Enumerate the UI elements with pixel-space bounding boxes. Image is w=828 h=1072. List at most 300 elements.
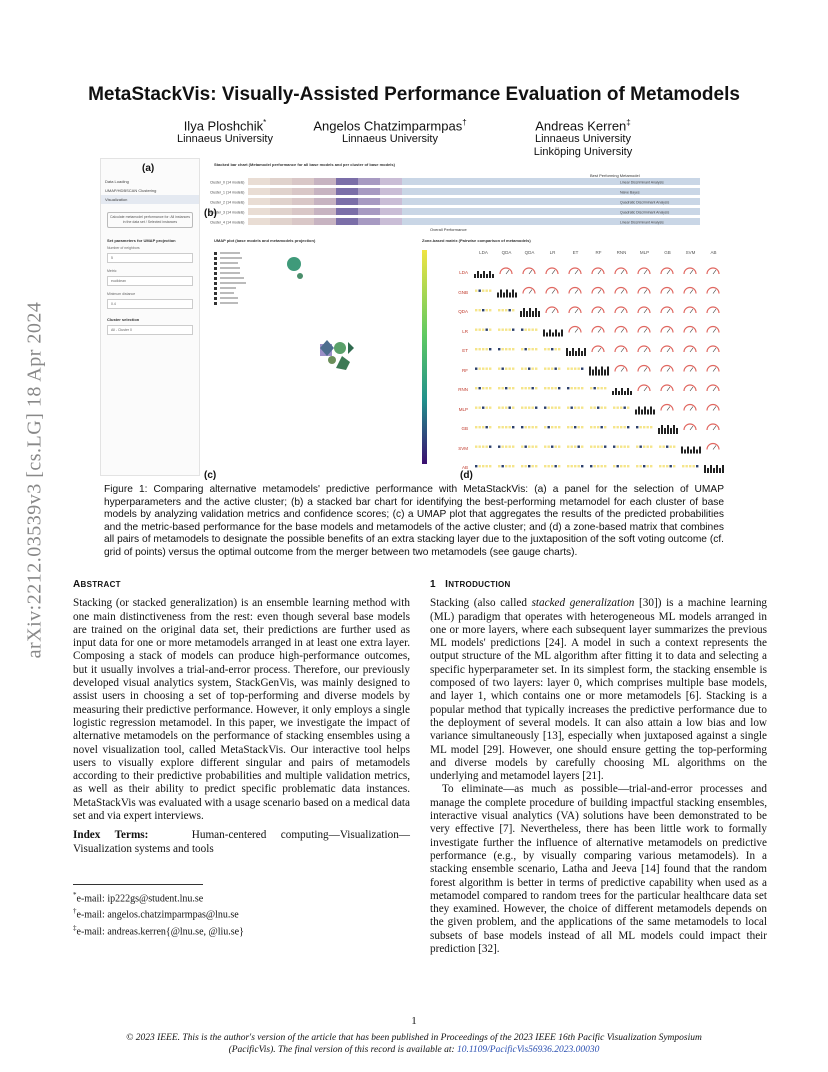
gauge-needle [667,290,670,294]
grid-point [548,348,550,350]
grid-point [479,348,481,350]
diagonal-bar [595,367,597,376]
gauge-chart[interactable] [638,288,650,294]
field-neighbors-label: Number of neighbors [107,246,140,250]
grid-point [590,426,592,428]
diagonal-bar [578,348,580,356]
diagonal-bar [696,450,698,454]
grid-point [647,465,649,467]
grid-point [567,465,569,467]
grid-point [489,407,491,409]
gauge-chart[interactable] [569,327,581,333]
grid-point [601,426,603,428]
grid-point [502,387,504,389]
grid-point [535,329,537,331]
grid-point [627,465,629,467]
gauge-needle [713,270,716,274]
intro-paragraph-2: To eliminate—as much as possible—trial-and-error processes and manage the complete procedure of building impactful stacking ensembles, interactive visual analytics (VA) solutions have been demonstrated to be very effective [7]. Nevertheless, there has been little work to formally investigate further the influence of alternative metamodels on predictive performance (e.g., by visually comparing various metamodels). In a stacking ensemble scenario, Latha and Jeeva [14] found that the random forest algorithm is better in terms of predictive capability when used as a metamodel compared to random trees for the particular healthcare data set they examined. However, the choice of different metamodels depends on the given problem, and the applications of the same metamodels to local subsets of base models instead of all ML models could impact their prediction [32]. [430,783,767,956]
gauge-chart[interactable] [684,346,696,352]
bar-segment[interactable] [380,198,402,205]
grid-point [601,387,603,389]
grid-point [489,329,491,331]
grid-point [509,348,511,350]
bar-segment[interactable] [314,208,336,215]
gauge-chart[interactable] [661,327,673,333]
gauge-chart[interactable] [615,268,627,274]
gauge-chart[interactable] [661,268,673,274]
grid-point [574,387,576,389]
gauge-chart[interactable] [707,424,719,430]
introduction-heading [430,578,767,591]
umap-legend [214,252,246,305]
doi-link[interactable]: 10.1109/PacificVis56936.2023.00030 [457,1045,600,1055]
grid-point [525,465,527,467]
bar-segment[interactable] [358,218,380,225]
grid-point [558,407,560,409]
bar-row-best-metamodel: Quadratic Discriminant Analysis [620,200,670,205]
footnote-3-text: e-mail: andreas.kerren{@lnu.se, @liu.se} [76,925,244,937]
bar-segment[interactable] [314,198,336,205]
diagonal-bar [512,290,514,298]
footnotes [73,884,410,938]
gauge-chart[interactable] [638,385,650,391]
grid-point [486,290,488,292]
bar-segment[interactable] [270,188,292,195]
diagonal-bar [581,351,583,356]
grid-point [482,309,484,311]
grid-point [597,407,599,409]
tab-visualization[interactable]: Visualization [101,195,199,204]
grid-point [505,446,507,448]
gauge-chart[interactable] [592,307,604,313]
gauge-chart[interactable] [661,405,673,411]
diagonal-bar [612,391,614,395]
diagonal-bar [538,311,540,317]
grid-point [574,407,576,409]
grid-point [509,329,511,331]
abstract-heading: ABSTRACT [73,579,121,590]
gauge-chart[interactable] [523,288,535,294]
gauge-needle [713,290,716,294]
grid-point [486,368,488,370]
grid-point [512,387,514,389]
grid-point [525,387,527,389]
metric-select[interactable]: euclidean [107,276,193,286]
grid-point [486,387,488,389]
grid-point [489,446,491,448]
grid-point [636,426,638,428]
gauge-chart[interactable] [684,366,696,372]
gauge-chart[interactable] [615,366,627,372]
grid-point [479,309,481,311]
bar-segment[interactable] [336,208,358,215]
grid-point [551,387,553,389]
diagonal-bar [693,447,695,454]
gauge-needle [621,290,624,294]
diagonal-bar [716,465,718,473]
grid-point [532,387,534,389]
diagonal-bar [670,428,672,434]
grid-point [521,387,523,389]
grid-point [548,407,550,409]
gauge-chart[interactable] [707,366,719,372]
gauge-chart[interactable] [569,268,581,274]
diagonal-bar [638,407,640,415]
author-2-mark: † [462,118,467,127]
grid-point [666,465,668,467]
grid-point [571,465,573,467]
bar-segment[interactable] [248,198,270,205]
gauge-chart[interactable] [615,327,627,333]
grid-point [567,387,569,389]
grid-point [624,407,626,409]
gauge-chart[interactable] [615,288,627,294]
grid-point [502,426,504,428]
diagonal-bar [653,410,655,415]
grid-point [528,446,530,448]
bar-segment[interactable] [336,188,358,195]
gauge-chart[interactable] [684,268,696,274]
bar-segment[interactable] [358,178,380,185]
grid-point [617,465,619,467]
gauge-chart[interactable] [684,405,696,411]
grid-point [498,348,500,350]
panel-a [100,158,200,476]
diagonal-bar [719,468,721,473]
matrix-column-labels [472,250,726,258]
bar-segment[interactable] [402,188,700,195]
gauge-chart[interactable] [500,268,512,274]
diagonal-bar [684,450,686,454]
umap-point [297,273,303,279]
grid-point [482,329,484,331]
author-2 [300,118,480,146]
diagonal-bar [681,447,683,454]
figure-caption: Figure 1: Comparing alternative metamodels' predictive performance with MetaStackVis: (a) a panel for the selection of UMAP hyperparameters and the active cluster; (b) a stacked bar chart for identifying the best-performing metamodel for each cluster of base models by analyzing validation metrics and confidence scores; (c) a UMAP plot that aggregates the results of the predicted probabilities and the metric-based performance for the base models and metamodels of the active cluster; and (d) a zone-based matrix that combines all pairs of metamodels to designate the possible benefits of an extra stacking layer due to the juxtaposition of the soft voting outcome (cf. grid of points) versus the optimal outcome from the merger between two metamodels (see gauge charts). [104,484,724,558]
gauge-chart[interactable] [546,268,558,274]
gauge-chart[interactable] [707,444,719,450]
diagonal-bar [492,274,494,278]
diagonal-bar [546,333,548,337]
grid-point [535,446,537,448]
gauge-needle [621,348,624,352]
bar-segment[interactable] [380,178,402,185]
label-c: (c) [204,470,217,481]
gauge-needle [667,348,670,352]
tab-clustering[interactable]: UMAP/HDBSCAN Clustering [105,188,157,193]
gauge-chart[interactable] [569,307,581,313]
gauge-chart[interactable] [707,346,719,352]
gauge-chart[interactable] [684,288,696,294]
gauge-needle [667,329,670,333]
grid-point [486,309,488,311]
bar-segment[interactable] [314,218,336,225]
grid-point [512,407,514,409]
diagonal-bar [529,308,531,317]
color-scale [420,246,430,468]
grid-point [555,368,557,370]
umap-title: UMAP plot (base models and metamodels projection) [214,238,316,243]
bar-segment[interactable] [292,198,314,205]
gauge-chart[interactable] [707,327,719,333]
grid-point [525,426,527,428]
grid-point [663,446,665,448]
bar-segment[interactable] [270,208,292,215]
bar-segment[interactable] [380,218,402,225]
grid-point [567,407,569,409]
intro-p1-rest: [30]) is a machine learning (ML) paradigm that operates with heterogeneous ML models arranged in one or more layers, where each subsequent layer summarizes the previous ML models' predictions [24]. A model in such a context represents the output structure of the ML algorithm after fitting it to data and selecting a specific hyperparameter set. In its simplest form, the stacking ensemble is composed of two layers: layer 0, which comprises multiple base models, and layer 1, which contains one or more metamodels [6]. Stacking is a popular method that typically increases the predictive performance due to the deployment of several models. It can also attain a low bias and low variance simultaneously [13], especially when juxtaposed against a single ML model [29]. However, one should ensure getting the top-performing and diverse models by carefully choosing ML algorithms on the underlying and metamodel layers [21]. [430,597,768,783]
grid-point [498,329,500,331]
grid-point [486,465,488,467]
gauge-chart[interactable] [638,307,650,313]
grid-point [544,348,546,350]
gauge-needle [621,329,624,333]
gauge-chart[interactable] [615,307,627,313]
grid-point [535,407,537,409]
gauge-chart[interactable] [661,288,673,294]
grid-point [613,426,615,428]
diagonal-bar [598,370,600,376]
grid-point [509,426,511,428]
diagonal-bar [555,330,557,337]
gauge-chart[interactable] [523,268,535,274]
gauge-chart[interactable] [684,424,696,430]
grid-point [624,465,626,467]
grid-point [571,368,573,370]
grid-point [528,368,530,370]
gauge-needle [644,387,647,391]
grid-point [551,407,553,409]
diagonal-bar [624,391,626,395]
matrix-col-label: GB [664,250,671,255]
bar-segment[interactable] [314,178,336,185]
grid-point [498,465,500,467]
grid-point [532,368,534,370]
gauge-needle [598,270,601,274]
grid-point [498,426,500,428]
bar-segment[interactable] [336,178,358,185]
gauge-chart[interactable] [592,346,604,352]
bar-segment[interactable] [248,178,270,185]
grid-point [597,465,599,467]
grid-point [590,465,592,467]
gauge-chart[interactable] [684,327,696,333]
grid-point [647,426,649,428]
bar-segment[interactable] [270,218,292,225]
bar-segment[interactable] [358,208,380,215]
gauge-chart[interactable] [661,366,673,372]
grid-point [578,387,580,389]
grid-point [613,446,615,448]
grid-point [574,465,576,467]
diagonal-bar [477,271,479,278]
grid-point [475,446,477,448]
min-distance-select[interactable]: 0.4 [107,299,193,309]
bar-row-label: Cluster_1 (14 models) [210,190,245,195]
bar-segment[interactable] [292,178,314,185]
diagonal-bar [604,370,606,376]
gauge-needle [644,368,647,372]
page-number: 1 [411,1015,417,1027]
umap-point [336,356,350,370]
bar-segment[interactable] [380,188,402,195]
gauge-chart[interactable] [661,346,673,352]
gauge-chart[interactable] [546,307,558,313]
grid-point [578,465,580,467]
grid-point [532,407,534,409]
gauge-chart[interactable] [638,366,650,372]
bar-legend-title: Best Performing Metamodel [590,173,640,178]
grid-point [670,446,672,448]
arxiv-stamp-text: arXiv:2212.03539v3 [cs.LG] 18 Apr 2024 [23,301,46,659]
grid-point [505,407,507,409]
gauge-needle [690,407,693,411]
gauge-chart[interactable] [707,268,719,274]
bar-segment[interactable] [248,208,270,215]
gauge-chart[interactable] [661,307,673,313]
bar-segment[interactable] [248,218,270,225]
gauge-chart[interactable] [707,307,719,313]
gauge-needle [575,329,578,333]
gauge-chart[interactable] [546,288,558,294]
gauge-chart[interactable] [707,405,719,411]
bar-segment[interactable] [314,188,336,195]
diagonal-bar [486,274,488,278]
grid-point [696,465,698,467]
grid-point [475,407,477,409]
grid-point [486,426,488,428]
gauge-chart[interactable] [638,268,650,274]
bar-segment[interactable] [292,208,314,215]
bar-segment[interactable] [358,188,380,195]
grid-point [498,368,500,370]
gauge-chart[interactable] [638,327,650,333]
compute-button[interactable]: Calculate metamodel performance for: All instances in the data set / Selected instances [107,212,193,228]
grid-point [535,387,537,389]
intro-p1-start: Stacking (also called [430,597,532,610]
grid-point [617,426,619,428]
diagonal-bar [589,367,591,376]
bar-segment[interactable] [358,198,380,205]
grid-point [502,348,504,350]
gauge-needle [529,290,532,294]
gauge-chart[interactable] [661,385,673,391]
gauge-needle [621,270,624,274]
bar-segment[interactable] [248,188,270,195]
grid-point [482,290,484,292]
grid-point [505,387,507,389]
grid-point [620,426,622,428]
gauge-chart[interactable] [638,346,650,352]
diagonal-bar [489,271,491,278]
grid-point [601,465,603,467]
grid-point [512,465,514,467]
gauge-needle [575,309,578,313]
grid-point [509,368,511,370]
gauge-chart[interactable] [684,307,696,313]
diagonal-bar [667,425,669,434]
gauge-chart[interactable] [684,385,696,391]
gauge-chart[interactable] [592,268,604,274]
gauge-needle [690,270,693,274]
umap-point [328,356,336,364]
umap-point [348,342,354,354]
grid-point [604,426,606,428]
grid-point [489,465,491,467]
gauge-chart[interactable] [569,288,581,294]
grid-point [597,387,599,389]
grid-point [581,387,583,389]
gauge-needle [644,348,647,352]
matrix-row-label: GNB [458,289,468,295]
tab-data-loading[interactable]: Data Loading [105,179,129,184]
zone-matrix [472,262,726,482]
bar-segment[interactable] [270,178,292,185]
gauge-chart[interactable] [615,346,627,352]
grid-point [604,465,606,467]
cluster-select[interactable]: All - Cluster 0 [107,325,193,335]
bar-segment[interactable] [380,208,402,215]
gauge-chart[interactable] [592,327,604,333]
grid-point [548,368,550,370]
matrix-row-label: GB [461,426,468,431]
diagonal-bar [630,391,632,395]
grid-point [502,465,504,467]
gauge-needle [690,290,693,294]
gauge-needle [598,348,601,352]
bar-segment[interactable] [336,198,358,205]
gauge-chart[interactable] [707,385,719,391]
diagonal-bar [569,351,571,356]
footnote-rule [73,884,203,885]
grid-point [620,407,622,409]
grid-point [489,309,491,311]
umap-section-title: Set parameters for UMAP projection [107,238,176,243]
matrix-col-label: RNN [616,250,627,255]
grid-point [525,407,527,409]
bar-segment[interactable] [292,218,314,225]
diagonal-bar [497,293,499,298]
gauge-chart[interactable] [592,288,604,294]
grid-point [581,426,583,428]
bar-segment[interactable] [270,198,292,205]
bar-segment[interactable] [292,188,314,195]
cluster-section-title: Cluster selection [107,317,140,322]
grid-point [581,465,583,467]
grid-point [521,368,523,370]
grid-point [489,368,491,370]
bar-segment[interactable] [336,218,358,225]
grid-point [686,465,688,467]
author-1 [150,118,300,146]
grid-point [650,446,652,448]
gauge-chart[interactable] [707,288,719,294]
grid-point [578,446,580,448]
grid-point [509,309,511,311]
grid-point [620,446,622,448]
footnote-1 [73,889,410,905]
bar-row-best-metamodel: Quadratic Discriminant Analysis [620,210,670,215]
grid-point [650,465,652,467]
gauge-needle [690,329,693,333]
grid-point [590,407,592,409]
grid-point [498,446,500,448]
grid-point [640,465,642,467]
grid-point [601,446,603,448]
matrix-row-label: RF [462,367,468,373]
grid-point [505,368,507,370]
neighbors-select[interactable]: 5 [107,253,193,263]
